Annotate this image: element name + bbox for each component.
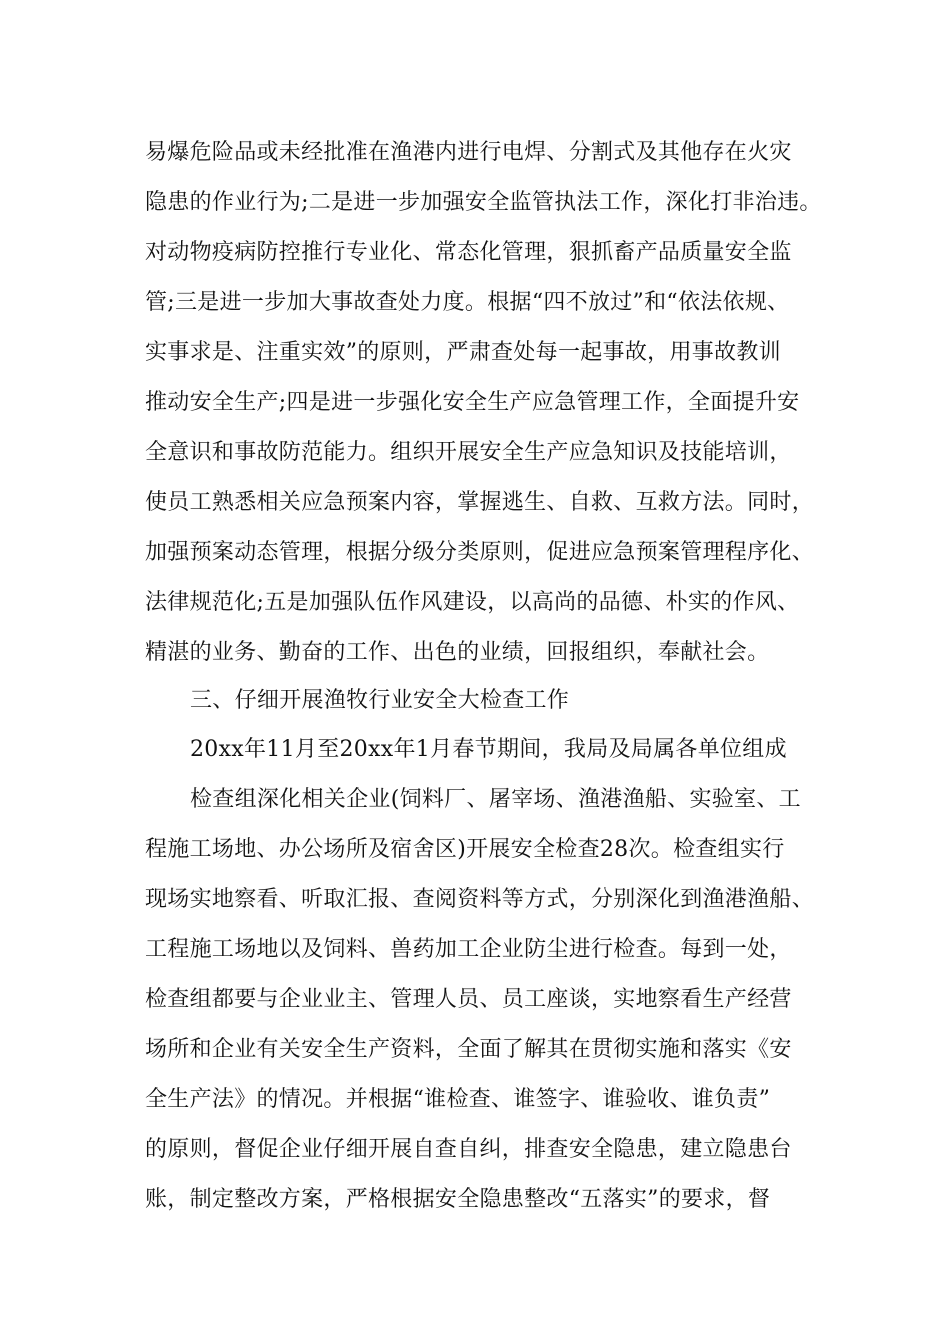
text-line: 全意识和事故防范能力。组织开展安全生产应急知识及技能培训， (145, 440, 792, 465)
text-line: 推动安全生产;四是进一步强化安全生产应急管理工作，全面提升安 (145, 390, 800, 415)
text-line: 检查组深化相关企业(饲料厂、屠宰场、渔港渔船、实验室、工 (190, 787, 801, 812)
text-line: 加强预案动态管理，根据分级分类原则，促进应急预案管理程序化、 (145, 540, 815, 565)
text-line: 易爆危险品或未经批准在渔港内进行电焊、分割式及其他存在火灾 (145, 140, 792, 165)
text-line: 精湛的业务、勤奋的工作、出色的业绩，回报组织，奉献社会。 (145, 640, 770, 665)
text-line: 管;三是进一步加大事故查处力度。根据“四不放过”和“依法依规、 (145, 290, 790, 315)
text-line: 对动物疫病防控推行专业化、常态化管理，狠抓畜产品质量安全监 (145, 240, 792, 265)
text-line: 隐患的作业行为;二是进一步加强安全监管执法工作，深化打非治违。 (145, 190, 822, 215)
text-line: 法律规范化;五是加强队伍作风建设，以高尚的品德、朴实的作风、 (145, 590, 800, 615)
text-line: 检查组都要与企业业主、管理人员、员工座谈，实地察看生产经营 (145, 987, 792, 1012)
text-line: 场所和企业有关安全生产资料，全面了解其在贯彻实施和落实《安 (145, 1037, 792, 1062)
text-line: 20xx年11月至20xx年1月春节期间，我局及局属各单位组成 (190, 737, 787, 762)
text-line: 现场实地察看、听取汇报、查阅资料等方式，分别深化到渔港渔船、 (145, 887, 815, 912)
text-line: 的原则，督促企业仔细开展自查自纠，排查安全隐患，建立隐患台 (145, 1137, 792, 1162)
text-line: 账，制定整改方案，严格根据安全隐患整改“五落实”的要求，督 (145, 1187, 771, 1212)
section-heading: 三、仔细开展渔牧行业安全大检查工作 (190, 688, 570, 713)
text-line: 程施工场地、办公场所及宿舍区)开展安全检查28次。检查组实行 (145, 837, 785, 862)
text-line: 使员工熟悉相关应急预案内容，掌握逃生、自救、互救方法。同时， (145, 490, 815, 515)
text-line: 工程施工场地以及饲料、兽药加工企业防尘进行检查。每到一处， (145, 937, 792, 962)
text-line: 实事求是、注重实效”的原则，严肃查处每一起事故，用事故教训 (145, 340, 781, 365)
text-line: 全生产法》的情况。并根据“谁检查、谁签字、谁验收、谁负责” (145, 1087, 771, 1112)
